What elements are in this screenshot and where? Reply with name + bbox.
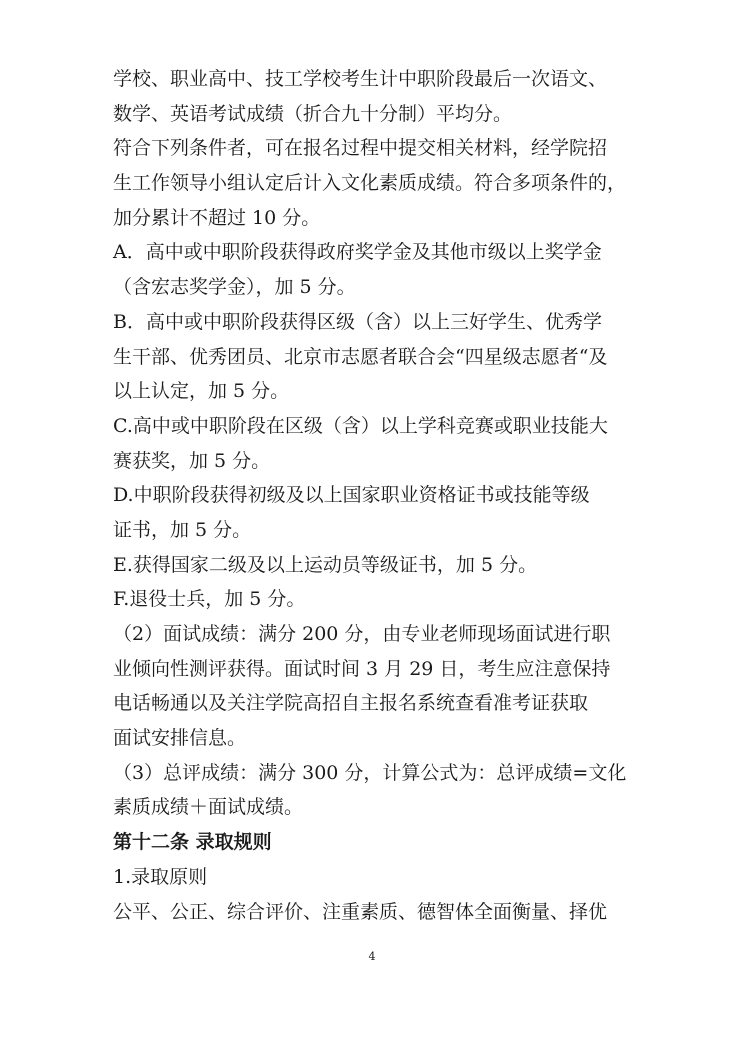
- text-line: （含宏志奖学金），加 5 分。: [113, 276, 356, 299]
- text-line: D.中职阶段获得初级及以上国家职业资格证书或技能等级: [113, 484, 590, 507]
- text-line: 公平、公正、综合评价、注重素质、德智体全面衡量、择优: [113, 900, 608, 923]
- text-line: C.高中或中职阶段在区级（含）以上学科竞赛或职业技能大: [113, 414, 608, 437]
- page-number: 4: [368, 950, 376, 963]
- text-line: 电话畅通以及关注学院高招自主报名系统查看准考证获取: [113, 692, 589, 715]
- text-line: 学校、职业高中、技工学校考生计中职阶段最后一次语文、: [113, 68, 608, 90]
- text-line: 以上认定，加 5 分。: [113, 380, 290, 403]
- text-line: 面试安排信息。: [113, 727, 247, 750]
- text-line: 生干部、优秀团员、北京市志愿者联合会“四星级志愿者“及: [113, 345, 608, 368]
- text-line: B．高中或中职阶段获得区级（含）以上三好学生、优秀学: [113, 310, 602, 333]
- text-line: F.退役士兵，加 5 分。: [113, 588, 306, 611]
- text-line: E.获得国家二级及以上运动员等级证书，加 5 分。: [113, 553, 538, 576]
- text-line: 数学、英语考试成绩（折合九十分制）平均分。: [113, 102, 513, 125]
- text-line: 符合下列条件者，可在报名过程中提交相关材料，经学院招: [113, 137, 608, 160]
- text-line: 加分累计不超过 10 分。: [113, 206, 321, 229]
- text-line: 生工作领导小组认定后计入文化素质成绩。符合多项条件的，: [113, 172, 627, 195]
- text-line: （3）总评成绩：满分 300 分，计算公式为：总评成绩=文化: [113, 761, 627, 784]
- text-line: 证书，加 5 分。: [113, 518, 252, 541]
- text-line: 业倾向性测评获得。面试时间 3 月 29 日，考生应注意保持: [113, 657, 611, 680]
- section-heading: 第十二条 录取规则: [113, 831, 272, 854]
- text-line: 赛获奖，加 5 分。: [113, 449, 271, 472]
- text-line: A．高中或中职阶段获得政府奖学金及其他市级以上奖学金: [113, 241, 602, 264]
- text-line: 素质成绩＋面试成绩。: [113, 796, 304, 819]
- text-line: （2）面试成绩：满分 200 分，由专业老师现场面试进行职: [113, 623, 611, 645]
- text-line: 1.录取原则: [113, 865, 208, 888]
- body-text: [113, 62, 638, 929]
